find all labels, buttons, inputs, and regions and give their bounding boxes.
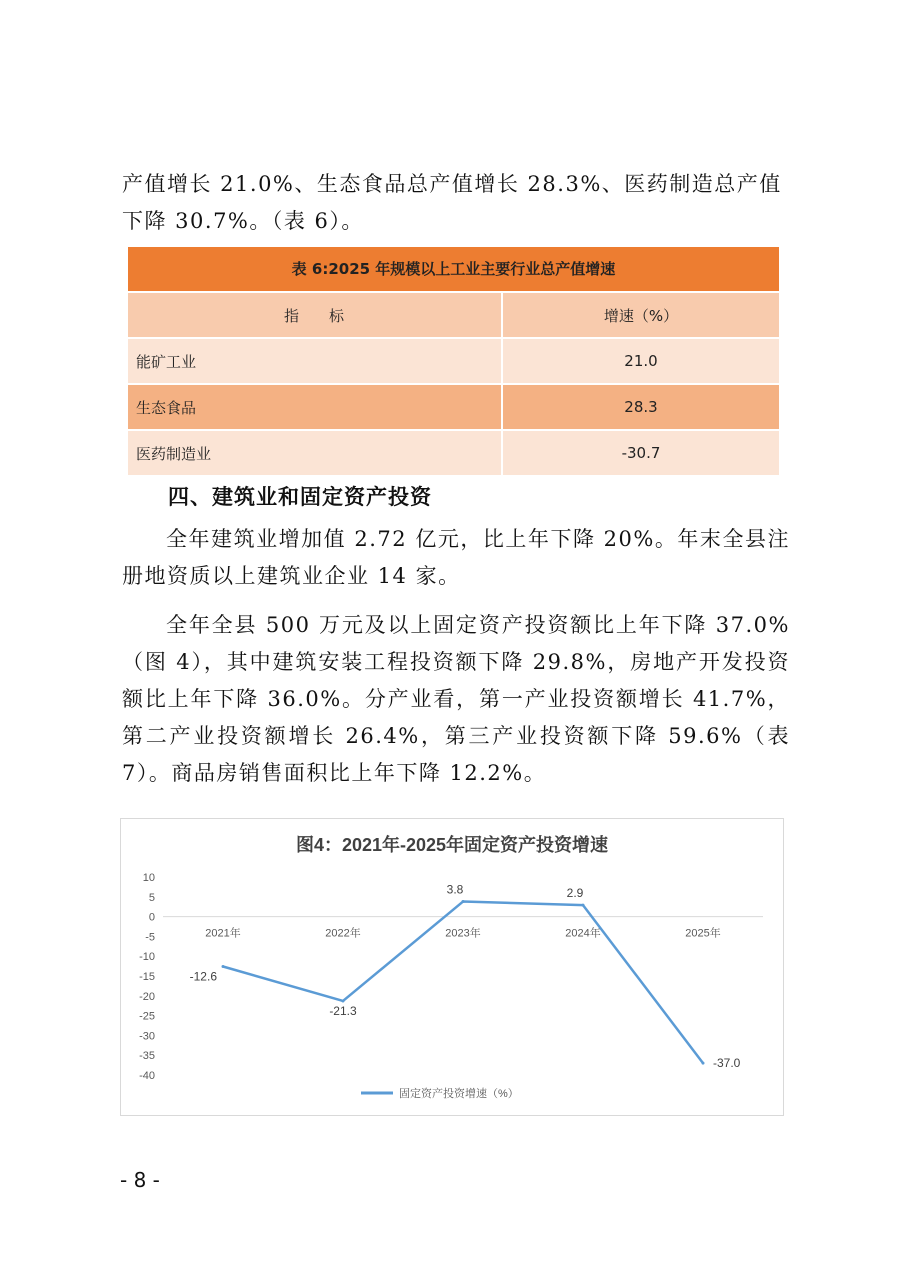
data-label: 3.8 (446, 882, 464, 897)
header-rate: 增速（%） (502, 292, 780, 338)
y-tick-label: -20 (139, 990, 155, 1003)
legend-label: 固定资产投资增速（%） (399, 1088, 519, 1100)
x-tick-label: 2022年 (325, 927, 361, 940)
intro-line-1: 产值增长 21.0%、生态食品总产值增长 28.3%、医药制造总产值 (122, 172, 782, 196)
x-tick-label: 2024年 (565, 927, 601, 940)
y-tick-label: -5 (145, 931, 155, 944)
x-tick-label: 2023年 (445, 927, 481, 940)
data-point (222, 965, 225, 968)
row-name: 能矿工业 (128, 338, 502, 384)
section-heading: 四、建筑业和固定资产投资 (168, 485, 432, 509)
y-tick-label: -30 (139, 1030, 155, 1043)
y-tick-label: -25 (139, 1010, 155, 1023)
intro-line-2: 下降 30.7%。（表 6）。 (122, 209, 364, 233)
industry-growth-table (128, 245, 781, 475)
page-number: - 8 - (120, 1168, 160, 1192)
row-name: 医药制造业 (128, 430, 502, 475)
y-tick-label: 5 (148, 891, 155, 904)
y-tick-label: -35 (139, 1050, 155, 1063)
y-tick-label: -10 (139, 951, 155, 964)
series-line (223, 902, 703, 1064)
row-value: 28.3 (502, 384, 780, 430)
data-label: -37.0 (713, 1056, 741, 1071)
row-value: 21.0 (502, 338, 780, 384)
y-tick-label: 0 (148, 911, 155, 924)
table-row (128, 384, 780, 430)
construction-paragraph: 全年建筑业增加值 2.72 亿元，比上年下降 20%。年末全县注册地资质以上建筑业企业 14 家。 (122, 527, 790, 588)
x-tick-label: 2021年 (205, 927, 241, 940)
data-label: -12.6 (189, 969, 217, 984)
data-point (702, 1062, 705, 1065)
data-point (462, 900, 465, 903)
row-name: 生态食品 (128, 384, 502, 430)
intro-paragraph (122, 166, 790, 240)
investment-growth-chart (120, 818, 784, 1116)
data-label: 2.9 (566, 886, 584, 901)
y-tick-label: 10 (142, 872, 155, 884)
table-row (128, 430, 780, 475)
table-row (128, 338, 780, 384)
table-title: 表 6:2025 年规模以上工业主要行业总产值增速 (128, 246, 780, 292)
chart-title: 图4：2021年-2025年固定资产投资增速 (295, 835, 609, 855)
x-tick-label: 2025年 (685, 927, 721, 940)
data-point (342, 999, 345, 1002)
header-indicator: 指 标 (128, 292, 502, 338)
y-tick-label: -40 (139, 1070, 155, 1082)
row-value: -30.7 (502, 430, 780, 475)
chart-svg (121, 819, 783, 1115)
investment-paragraph: 全年全县 500 万元及以上固定资产投资额比上年下降 37.0%（图 4），其中建筑安装工程投资额下降 29.8%，房地产开发投资额比上年下降 36.0%。分产业看，第一产业投资额增长 41.7%，第二产业投资额增长 26.4%，第三产业投资额下降 59.6%（表 7）。商品房销售面积比上年下降 12.2%。 (122, 613, 790, 785)
y-tick-label: -15 (139, 971, 155, 983)
data-label: -21.3 (329, 1003, 357, 1018)
data-point (582, 904, 585, 907)
